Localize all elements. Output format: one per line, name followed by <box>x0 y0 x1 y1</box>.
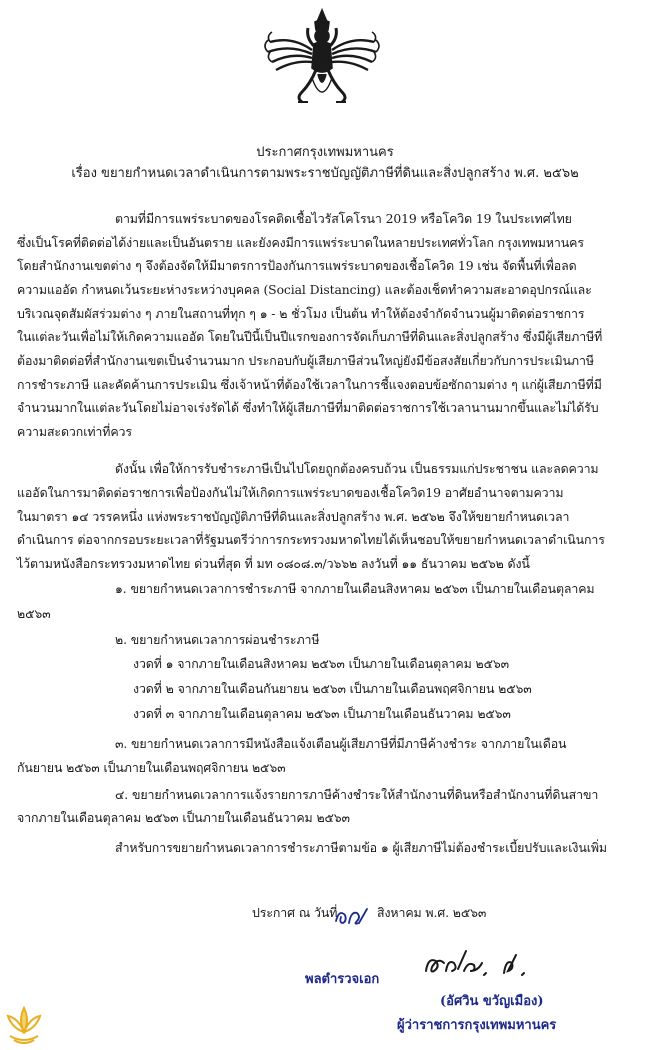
handwritten-day <box>333 903 373 929</box>
body-line: ในมาตรา ๑๔ วรรคหนึ่ง แห่งพระราชบัญญัติภาษีที่ดินและสิ่งปลูกสร้าง พ.ศ. ๒๕๖๒ จึงให้ขยายกำหนดเวลา <box>17 509 570 524</box>
body-line: ไว้ตามหนังสือกระทรวงมหาดไทย ด่วนที่สุด ที่ มท ๐๘๐๘.๓/ว๖๖๒ ลงวันที่ ๑๑ ธันวาคม ๒๕๖๒ ดังนี้ <box>17 556 530 571</box>
installment-line: งวดที่ ๑ จากภายในเดือนสิงหาคม ๒๕๖๓ เป็นภายในเดือนตุลาคม ๒๕๖๓ <box>133 656 509 671</box>
body-line: ในแต่ละวันเพื่อไม่ให้เกิดความแออัด โดยในปีนี้เป็นปีแรกของการจัดเก็บภาษีที่ดินและสิ่งปลูกสร้าง ซึ่งมีผู้เสียภาษีที่ <box>17 329 603 344</box>
list-item: ๓. ขยายกำหนดเวลาการมีหนังสือแจ้งเตือนผู้เสียภาษีที่มีภาษีค้างชำระ จากภายในเดือน <box>115 736 567 751</box>
closing-note: สำหรับการขยายกำหนดเวลาการชำระภาษีตามข้อ ๑ ผู้เสียภาษีไม่ต้องชำระเบี้ยปรับและเงินเพิ่ม <box>115 840 608 855</box>
signer-name: (อัศวิน ขวัญเมือง) <box>440 994 544 1009</box>
body-line: ดังนั้น เพื่อให้การรับชำระภาษีเป็นไปโดยถูกต้องครบถ้วน เป็นธรรมแก่ประชาชน และลดความ <box>115 461 599 476</box>
body-line: การชำระภาษี และคัดค้านการประเมิน ซึ่งเจ้าหน้าที่ต้องใช้เวลาในการชี้แจงตอบข้อซักถามต่าง ๆ แก่ผู้เสียภาษีที่มี <box>17 377 602 392</box>
list-item-continuation: ๒๕๖๓ <box>17 606 51 621</box>
body-line: โดยสำนักงานเขตต่าง ๆ จึงต้องจัดให้มีมาตรการป้องกันการแพร่ระบาดของเชื้อโควิด 19 เช่น จัดพื้นที่เพื่อลด <box>17 258 577 273</box>
dateline-suffix: สิงหาคม พ.ศ. ๒๕๖๓ <box>377 905 487 920</box>
body-line: บริเวณจุดสัมผัสร่วมต่าง ๆ ภายในสถานที่ทุก ๆ ๑ - ๒ ชั่วโมง เป็นต้น ทำให้ต้องจำกัดจำนวนผู้มาติดต่อราชการ <box>17 306 585 321</box>
list-item: ๒. ขยายกำหนดเวลาการผ่อนชำระภาษี <box>115 632 320 647</box>
dateline-prefix: ประกาศ ณ วันที่ <box>252 905 338 920</box>
subject-line: เรื่อง ขยายกำหนดเวลาดำเนินการตามพระราชบัญญัติภาษีที่ดินและสิ่งปลูกสร้าง พ.ศ. ๒๕๖๒ <box>71 166 579 181</box>
body-line: ซึ่งเป็นโรคที่ติดต่อได้ง่ายและเป็นอันตราย และยังคงมีการแพร่ระบาดในหลายประเทศทั่วโลก กรุงเทพมหานคร <box>17 235 584 250</box>
list-item: ๔. ขยายกำหนดเวลาการแจ้งรายการภาษีค้างชำระให้สำนักงานที่ดินหรือสำนักงานที่ดินสาขา <box>115 787 599 802</box>
body-line: ต้องมาติดต่อที่สำนักงานเขตเป็นจำนวนมาก ประกอบกับผู้เสียภาษีส่วนใหญ่ยังมีข้อสงสัยเกี่ยวกับการประเมินภาษี <box>17 353 594 368</box>
signer-rank: พลตำรวจเอก <box>305 972 380 987</box>
body-line: ตามที่มีการแพร่ระบาดของโรคติดเชื้อไวรัสโคโรนา 2019 หรือโควิด 19 ในประเทศไทย <box>115 211 572 226</box>
garuda-emblem-icon <box>262 6 382 112</box>
body-line: ความสะดวกเท่าที่ควร <box>17 424 132 439</box>
list-item-continuation: กันยายน ๒๕๖๓ เป็นภายในเดือนพฤศจิกายน ๒๕๖๓ <box>17 760 286 775</box>
signer-title: ผู้ว่าราชการกรุงเทพมหานคร <box>397 1018 557 1033</box>
body-line: จำนวนมากในแต่ละวันโดยไม่อาจเร่งรัดได้ ซึ่งทำให้ผู้เสียภาษีที่มาติดต่อราชการใช้เวลานานมากขึ้นและไม่ได้รับ <box>17 400 599 415</box>
lotus-logo-icon <box>0 1000 48 1048</box>
body-line: ความแออัด กำหนดเว้นระยะห่างระหว่างบุคคล (Social Distancing) และต้องเช็ดทำความสะอาดอุปกรณ์และ <box>17 282 592 297</box>
body-line: แออัดในการมาติดต่อราชการเพื่อป้องกันไม่ให้เกิดการแพร่ระบาดของเชื้อโควิด19 อาศัยอำนาจตามความ <box>17 485 564 500</box>
list-item: ๑. ขยายกำหนดเวลาการชำระภาษี จากภายในเดือนสิงหาคม ๒๕๖๓ เป็นภายในเดือนตุลาคม <box>115 581 595 596</box>
issuer-title: ประกาศกรุงเทพมหานคร <box>256 145 394 160</box>
installment-line: งวดที่ ๒ จากภายในเดือนกันยายน ๒๕๖๓ เป็นภายในเดือนพฤศจิกายน ๒๕๖๓ <box>133 681 532 696</box>
body-line: ดำเนินการ ต่อจากกรอบระยะเวลาที่รัฐมนตรีว่าการกระทรวงมหาดไทยได้เห็นชอบให้ขยายกำหนดเวลาดำเนินการ <box>17 532 605 547</box>
handwritten-signature <box>420 945 550 987</box>
list-item-continuation: จากภายในเดือนตุลาคม ๒๕๖๓ เป็นภายในเดือนธันวาคม ๒๕๖๓ <box>17 810 350 825</box>
installment-line: งวดที่ ๓ จากภายในเดือนตุลาคม ๒๕๖๓ เป็นภายในเดือนธันวาคม ๒๕๖๓ <box>133 706 511 721</box>
